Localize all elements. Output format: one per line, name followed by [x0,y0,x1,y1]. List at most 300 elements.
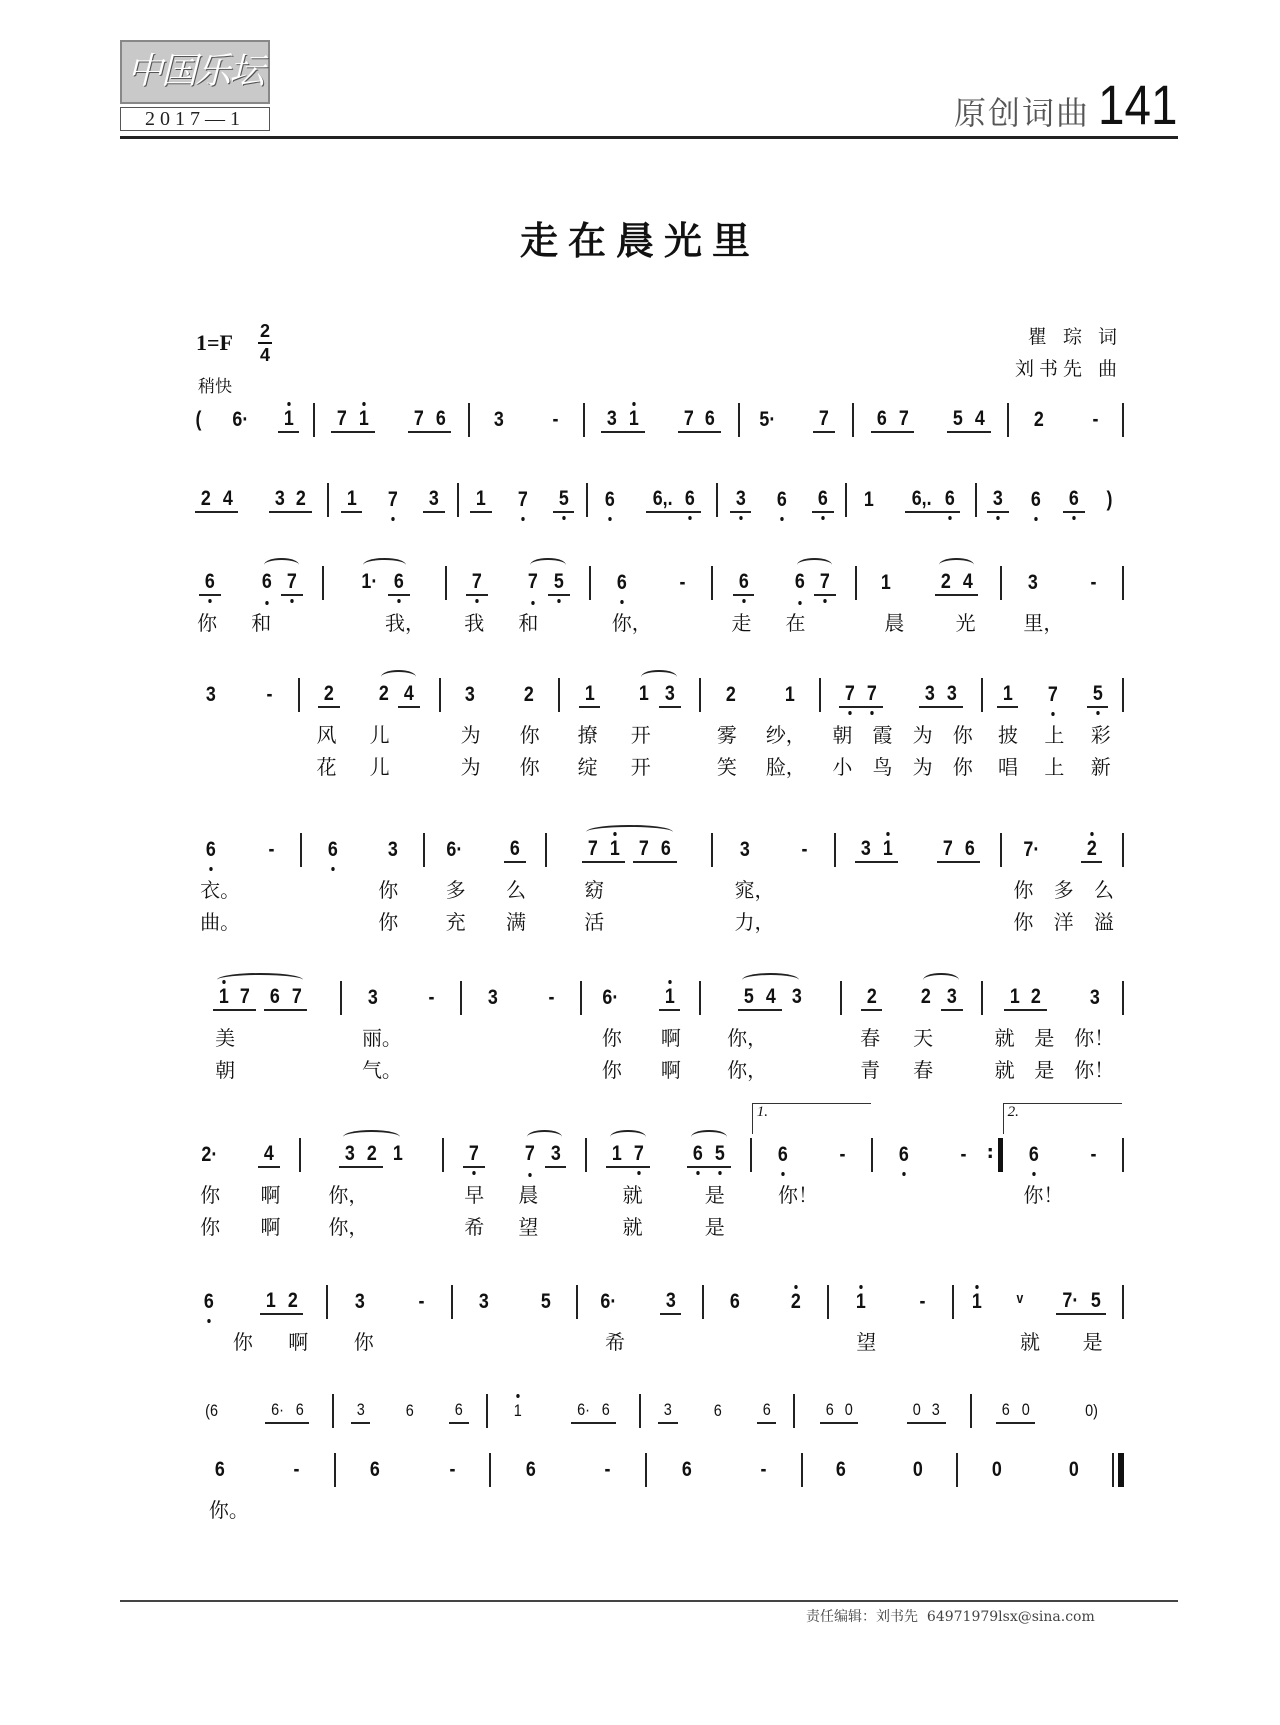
lyric-syllable: 窈 [584,878,605,902]
lyric-syllable: 在 [785,611,806,635]
barline [1122,403,1124,437]
score-row [180,567,1124,635]
lyric-cell [180,1179,301,1208]
slur [915,985,966,1011]
note: 6 [895,1143,913,1167]
lyric-cell [702,719,820,748]
lyric-syllable: 开 [630,723,651,747]
lyric-cell [180,1054,340,1083]
note: 6 [734,570,752,594]
lyric-syllable: 你。 [208,1498,249,1522]
slur [355,570,413,596]
note: 7 [818,407,829,430]
lyric-syllable: 早 [464,1183,485,1207]
note: 6 [323,838,341,862]
lyric-syllable: 是 [1034,1026,1055,1050]
measure [447,567,589,599]
lyric-syllable: 风 [316,723,337,747]
slur [519,1142,570,1168]
lyric-cell [837,906,1001,935]
lyric-syllable: 充 [445,910,466,934]
lyric-syllable: 溢 [1093,910,1114,934]
note: 3 [607,407,617,430]
dash: - [1092,408,1099,431]
note: 1· [361,570,378,593]
note: 6 [814,487,832,511]
note: 7 [513,488,531,512]
note: 6 [200,1290,218,1314]
note: 1 [612,1142,622,1165]
lyric-cell [844,1054,983,1083]
dash: - [760,1458,767,1481]
lyric-syllable: 你 [601,1058,622,1082]
note: 3 [550,1142,561,1165]
lyric-syllable: 你 [952,723,973,747]
note: 2 [296,487,307,510]
lyric-cell [180,1494,336,1523]
lyric-syllable: 绽 [577,755,598,779]
note: 2 [366,1142,377,1165]
beam [996,1398,1035,1424]
lyric-syllable: 笑 [716,755,737,779]
lyric-cell [180,906,301,935]
final-barline [1112,1453,1124,1487]
lyric-syllable: 唱 [997,755,1018,779]
note: 6 [681,1458,692,1481]
note: 3 [664,682,675,705]
lyric-syllable: 就 [622,1183,643,1207]
slur [789,570,840,596]
beam [582,837,625,863]
beam [1063,487,1085,513]
beam [463,1142,485,1168]
note: 3 [487,986,498,1009]
lyric-cell [462,1022,580,1051]
beam [601,407,644,433]
score-row [180,484,1124,516]
note: 5 [540,1290,551,1313]
measure [324,567,444,599]
lyric-syllable: 美 [215,1026,236,1050]
beam [935,570,978,596]
lyric-syllable: 望 [518,1215,539,1239]
beam [260,1289,303,1315]
lyric-cell [968,1494,1124,1523]
lyric-syllable: 你 [1013,910,1034,934]
note: 6 [201,570,219,594]
lyric-syllable: 上 [1044,723,1065,747]
measure [1002,567,1122,599]
note: 4 [404,682,415,705]
lyric-syllable: 你 [200,1215,221,1239]
lyric-syllable: 光 [955,611,976,635]
measure [180,679,298,711]
lyrics-line [180,1022,1124,1051]
score-row [180,982,1124,1082]
note: 3 [274,487,285,510]
lyric-syllable: 儿 [369,723,390,747]
measure [829,1286,952,1318]
lyric-syllable: 希 [604,1330,625,1354]
measure [713,567,855,599]
lyric-cell [180,1211,301,1240]
measure [334,1395,486,1427]
time-signature [258,322,272,364]
barline [1122,566,1124,600]
beam [281,570,303,596]
lyric-cell [702,1054,841,1083]
lyric-syllable: 鸟 [872,755,893,779]
note: 6 [762,1400,771,1419]
measure-list [180,1104,1124,1171]
note: 2 [1082,837,1100,861]
lyric-syllable: 走 [731,611,752,635]
measure [795,1395,970,1427]
lyric-syllable: 曲。 [200,910,241,934]
note: 1 [852,1290,870,1314]
lyric-syllable: 为 [912,755,933,779]
note: 1 [1009,985,1020,1008]
lyric-syllable: 花 [316,755,337,779]
dash: - [552,408,559,431]
measure [180,1139,299,1171]
beam [855,837,898,863]
lyric-cell [328,1326,452,1355]
beam [470,487,492,513]
measure [977,484,1124,516]
lyric-syllable: 你， [727,1026,768,1050]
lyric-cell [338,1494,494,1523]
note: 4 [975,407,985,430]
note: 6 [214,1458,225,1481]
lyric-syllable: 你！ [1074,1058,1115,1082]
measure [718,484,846,516]
score-row [180,1454,1124,1522]
note: 6 [689,1142,707,1166]
header-rule [120,136,1178,139]
lyric-cell [702,751,820,780]
lyric-syllable: 你， [611,611,652,635]
note: 2 [866,985,877,1008]
lyric-cell [579,1326,703,1355]
lyric-cell [714,906,835,935]
lyric-syllable: 力， [734,910,775,934]
note: 3 [791,985,802,1008]
lyrics-line [180,1211,1124,1240]
note: 6 [836,1458,847,1481]
lyric-syllable: 朝 [832,723,853,747]
note: 4 [962,570,973,593]
lyric-cell [702,1022,841,1051]
measure [301,1139,442,1171]
note: 7 [337,407,348,430]
note: 3 [731,487,749,511]
beam [733,570,755,596]
beam [738,985,781,1011]
measure [1009,404,1122,436]
note: 3 [946,682,957,705]
beam [1087,682,1109,708]
measure [459,484,587,516]
measure [1002,834,1122,866]
slur [578,837,681,863]
beam [633,837,676,863]
measure [983,982,1122,1014]
lyric-cell [985,1022,1124,1051]
beam [1056,1289,1106,1315]
note: 3 [367,986,378,1009]
measure-list [180,1395,1124,1427]
lyric-cell [1003,1211,1124,1240]
measure [701,982,840,1014]
measure-list [180,834,1124,866]
lyric-syllable: 就 [994,1058,1015,1082]
section-title: 原创词曲 [953,94,1090,132]
note: 3 [429,487,439,510]
lyric-cell [441,719,559,748]
lyric-cell [714,874,835,903]
dash: - [1090,1143,1097,1166]
lyric-syllable: 为 [912,723,933,747]
note: 0) [1085,1401,1098,1420]
note: 5 [744,985,754,1008]
note: 1 [214,985,232,1009]
lyric-syllable: 上 [1044,755,1065,779]
measure-list [180,404,1124,436]
lyric-cell [462,1054,580,1083]
note: 3 [946,985,957,1008]
note: 6· [270,1400,284,1419]
note: 6· [577,1400,590,1419]
note: 6 [601,488,619,512]
note: 5 [554,487,572,511]
note: 6 [1024,1143,1042,1167]
note: 4 [264,1142,275,1165]
lyric-cell [985,719,1124,748]
measure-list [180,484,1124,516]
dash: - [679,571,686,594]
note: 1 [880,571,891,594]
lyric-cell [1003,1179,1124,1208]
score-row [180,1104,1124,1239]
note: 6· [600,1290,617,1313]
lyrics-line [180,719,1124,748]
lyric-syllable: 你 [200,1183,221,1207]
magazine-logo: 中国乐坛 [120,40,270,104]
measure [560,679,699,711]
note: 6 [370,1458,381,1481]
lyric-syllable: 朝 [215,1058,236,1082]
lyric-syllable: 窕， [734,878,775,902]
lyric-cell [714,607,856,636]
lyric-syllable: 你！ [1074,1026,1115,1050]
footer-editor: 责任编辑：刘书先 [806,1609,918,1625]
note: 3 [1089,986,1100,1009]
lyric-cell [300,719,439,748]
lyric-syllable: 就 [1019,1330,1040,1354]
beam [814,570,836,596]
volta-bracket: 2. [1003,1103,1122,1134]
measure [641,1395,793,1427]
meter-top: 2 [259,321,270,341]
lyric-cell [582,1022,700,1051]
measure [302,834,422,866]
note: 3 [932,1400,941,1419]
lyric-syllable: 你！ [777,1183,818,1207]
measure [704,1286,827,1318]
lyric-syllable: 你 [952,755,973,779]
lyricist-credit: 瞿 琮 词 [1027,326,1122,348]
beam [1081,837,1103,863]
lyric-cell [985,1054,1124,1083]
note: 6 [790,570,808,596]
beam [553,487,575,513]
measure [336,1454,490,1486]
lyric-cell [830,1326,954,1355]
beam [449,1398,468,1424]
lyric-cell [592,607,713,636]
lyric-cell [881,1211,1002,1240]
note: 6· [602,986,619,1009]
note: 2 [378,682,389,705]
slur [256,570,307,596]
lyric-syllable: 是 [704,1183,725,1207]
lyric-syllable: 是 [1034,1058,1055,1082]
lyric-cell [324,607,445,636]
measure [300,679,439,711]
lyric-cell [180,1022,340,1051]
measure [647,1454,801,1486]
note: 7 [521,1142,539,1168]
note: 7 [413,407,424,430]
beam [937,837,980,863]
lyric-syllable: 丽。 [361,1026,402,1050]
lyric-syllable: 你 [519,755,540,779]
measure [1003,1104,1122,1171]
lyric-cell [303,906,424,935]
measure-list [180,982,1124,1014]
lyric-cell [303,1211,445,1240]
note: 7 [630,1142,648,1166]
note: 3 [925,682,936,705]
note: 3 [664,1400,673,1419]
beam [571,1398,616,1424]
slur [734,985,807,1011]
note: 6,. [911,487,932,510]
measure-list [180,567,1124,599]
measure [591,567,711,599]
note: 2 [921,985,932,1008]
beam [504,837,526,863]
note: 6 [454,1400,463,1419]
note: 6 [713,1401,722,1420]
lyric-syllable: 春 [860,1026,881,1050]
lyric-syllable: 彩 [1090,723,1111,747]
slur [602,1142,653,1168]
lyric-syllable: 青 [860,1058,881,1082]
lyric-cell [561,719,700,748]
lyrics-line [180,1179,1124,1208]
measure [488,1395,640,1427]
lyric-cell [548,906,712,935]
beam [646,487,701,513]
measure [180,404,313,436]
measure [713,834,833,866]
note: 6 [772,488,790,512]
lyric-cell [1003,874,1124,903]
dash: - [604,1458,611,1481]
note: ᵛ [1016,1290,1024,1313]
lyric-syllable: 天 [913,1026,934,1050]
beam [548,570,570,596]
note: 5 [1088,682,1106,706]
meter-bottom: 4 [259,345,270,365]
measure [701,679,819,711]
note: 7 [384,488,402,512]
lyric-cell [592,1179,756,1208]
beam [351,1398,370,1424]
note: 1 [392,1142,403,1165]
dash: - [960,1143,967,1166]
slur [373,682,424,708]
lyric-syllable: 你 [378,910,399,934]
note: 1 [660,985,678,1009]
lyric-syllable: 衣。 [200,878,241,902]
slur [931,570,982,596]
note: 6 [940,487,958,511]
note: 0 [1068,1458,1079,1481]
measure [585,404,738,436]
note: 7 [841,682,859,706]
song-title: 走在晨光里 [519,218,760,263]
lyric-syllable: 小 [832,755,853,779]
note: ) [1106,488,1113,511]
measure [854,404,1007,436]
measure [470,404,583,436]
lyrics-line [180,751,1124,780]
slur [633,682,684,708]
note: 6 [729,1290,740,1313]
lyric-syllable: 为 [460,723,481,747]
note: 6 [825,1400,834,1419]
note: 3 [205,683,216,706]
note: 1 [584,682,595,705]
lyric-cell [653,1494,809,1523]
measure [752,1104,871,1171]
beam [997,682,1019,708]
lyric-syllable: 你 [601,1026,622,1050]
lyric-cell [822,751,982,780]
note: 6 [1065,487,1083,511]
lyric-cell [447,607,589,636]
measure [491,1454,645,1486]
note: 1 [968,1290,986,1314]
note: 7 [468,570,486,594]
slur [522,570,573,596]
score-row [180,834,1124,934]
note: 7 [587,837,598,860]
measure [821,679,981,711]
slur [683,1142,734,1168]
lyric-syllable: 脸， [765,755,806,779]
beam [339,1142,382,1168]
measure [180,982,340,1014]
dash: - [839,1143,846,1166]
lyric-cell [561,751,700,780]
note: 2 [1031,985,1042,1008]
note: 2 [1033,408,1044,431]
note: 1 [639,682,650,705]
